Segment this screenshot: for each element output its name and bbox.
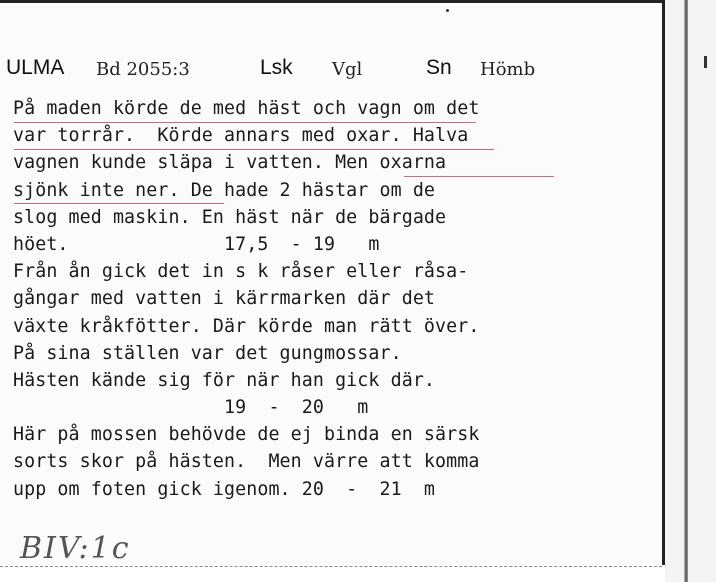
card-header	[6, 56, 646, 86]
red-underline	[14, 203, 224, 204]
text-line: Hästen kände sig för när han gick där.	[13, 369, 436, 391]
text-line: Från ån gick det in s k råser eller råsa-	[13, 261, 469, 283]
text-line: gångar med vatten i kärrmarken där det	[13, 288, 436, 310]
volume-number: Bd 2055:3	[96, 59, 190, 80]
text-line: Här på mossen behövde de ej binda en särsk	[13, 424, 480, 446]
sn-label: Sn	[426, 56, 452, 79]
adjacent-card-edge	[665, 0, 716, 582]
card-bottom-rule	[0, 566, 662, 567]
text-line: var torrår. Körde annars med oxar. Halva	[13, 125, 469, 147]
lsk-label: Lsk	[260, 56, 293, 79]
text-line: upp om foten gick igenom. 20 - 21 m	[13, 478, 436, 500]
red-underline	[14, 122, 476, 123]
red-underline	[14, 149, 494, 150]
text-line: vagnen kunde släpa i vatten. Men oxarna	[13, 152, 447, 174]
text-line: slog med maskin. En häst när de bärgade	[13, 206, 447, 228]
text-line: höet. 17,5 - 19 m	[13, 233, 380, 255]
sn-value: Hömb	[480, 59, 536, 80]
transcript-text	[13, 95, 653, 503]
archive-code: ULMA	[6, 56, 65, 79]
ink-speck	[446, 9, 449, 12]
text-line: växte kråkfötter. Där körde man rätt över.	[13, 315, 480, 337]
text-line: sorts skor på hästen. Men värre att komma	[13, 451, 480, 473]
signature-mark: BIV:1c	[20, 531, 131, 566]
edge-mark	[704, 56, 707, 68]
text-line: 19 - 20 m	[13, 397, 369, 419]
text-line: sjönk inte ner. De hade 2 hästar om de	[13, 179, 436, 201]
lsk-value: Vgl	[332, 59, 363, 80]
card-separator	[684, 0, 688, 582]
text-line: På sina ställen var det gungmossar.	[13, 342, 402, 364]
text-line: På maden körde de med häst och vagn om det	[13, 98, 480, 119]
red-underline	[404, 176, 554, 177]
